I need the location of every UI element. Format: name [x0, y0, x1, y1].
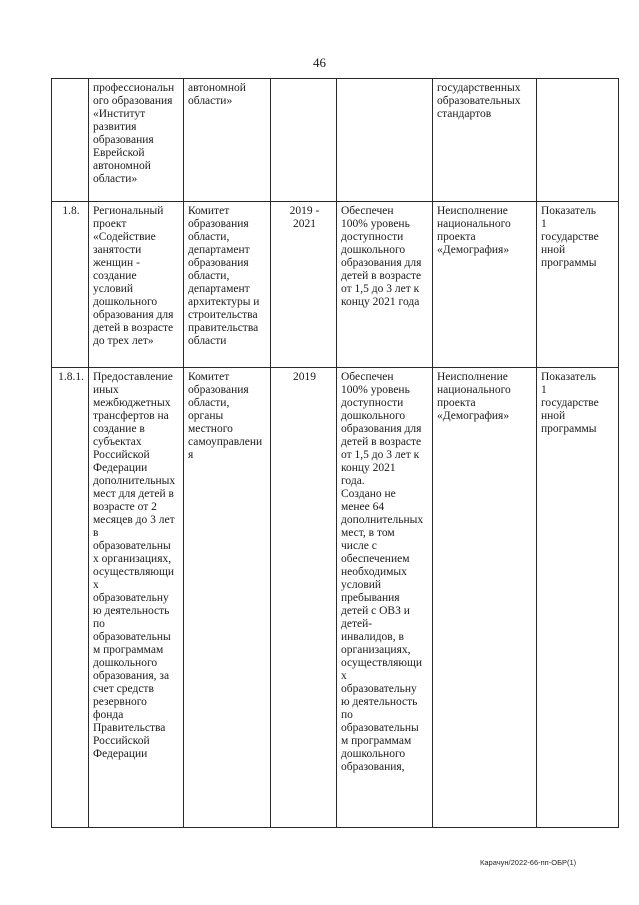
indicator: Показатель 1 государстве нной программы [541, 205, 599, 269]
risk-cell [433, 79, 537, 202]
measure-name: Предоставление иных межбюджетных трансфертов на создание в субъектах Российской Федерации дополнительных мест для детей в возрасте от 2 месяцев до 3 лет в образовательны х организациях, осуществляющи х образовательну ю деятельность по образовательны м программам дошкольного образования, за счет средств резервного фонда Правительства Российской Федерации [93, 371, 176, 760]
measure-name-cell [89, 202, 184, 368]
table-row [52, 79, 619, 202]
measure-name-cell [89, 79, 184, 202]
expected-result: Обеспечен 100% уровень доступности дошкольного образования для детей в возрасте от 1,5 до 3 лет к концу 2021 года. Создано не менее 64 дополнительных мест, в том числе с обеспечением необходимых условий пребывания детей с ОВЗ и детей- инвалидов, в организациях, осуществляющи х образовательну ю деятельность по образовательны м программам дошкольного образования, [341, 371, 424, 773]
result-cell [337, 202, 433, 368]
table-row [52, 368, 619, 828]
row-number-cell [52, 79, 89, 202]
row-number: 1.8.1. [58, 371, 84, 383]
indicator-cell [537, 202, 619, 368]
expected-result: Обеспечен 100% уровень доступности дошкольного образования для детей в возрасте от 1,5 до 3 лет к концу 2021 года [341, 205, 422, 308]
measures-table [51, 78, 619, 828]
result-cell [337, 368, 433, 828]
risk-cell [433, 202, 537, 368]
executor: Комитет образования области, органы местного самоуправлени я [188, 371, 263, 461]
executor-cell [184, 79, 271, 202]
measure-name-cell [89, 368, 184, 828]
executor-cell [184, 368, 271, 828]
executor: Комитет образования области, департамент образования области, департамент архитектуры и строительства правительства области [188, 205, 260, 347]
measure-name: Региональный проект «Содействие занятости женщин - создание условий дошкольного образования для детей в возрасте до трех лет» [93, 205, 174, 347]
risk: Неисполнение национального проекта «Демография» [437, 205, 511, 256]
measure-name: профессиональн ого образования «Институт развития образования Еврейской автономной области» [93, 82, 175, 185]
risk: государственных образовательных стандартов [437, 82, 521, 120]
executor-cell [184, 202, 271, 368]
footer-code: Карачун/2022-66-пп-ОБР(1) [480, 858, 577, 867]
row-number-cell [52, 202, 89, 368]
term-cell [271, 202, 337, 368]
term: 2019 - 2021 [289, 205, 320, 230]
row-number: 1.8. [62, 205, 80, 217]
page-number: 46 [313, 55, 326, 70]
indicator-cell [537, 79, 619, 202]
term-cell [271, 368, 337, 828]
executor: автономной области» [188, 82, 246, 107]
term: 2019 [293, 371, 316, 383]
indicator-cell [537, 368, 619, 828]
indicator: Показатель 1 государстве нной программы [541, 371, 599, 435]
table-row [52, 202, 619, 368]
risk-cell [433, 368, 537, 828]
result-cell [337, 79, 433, 202]
row-number-cell [52, 368, 89, 828]
term-cell [271, 79, 337, 202]
risk: Неисполнение национального проекта «Демография» [437, 371, 511, 422]
